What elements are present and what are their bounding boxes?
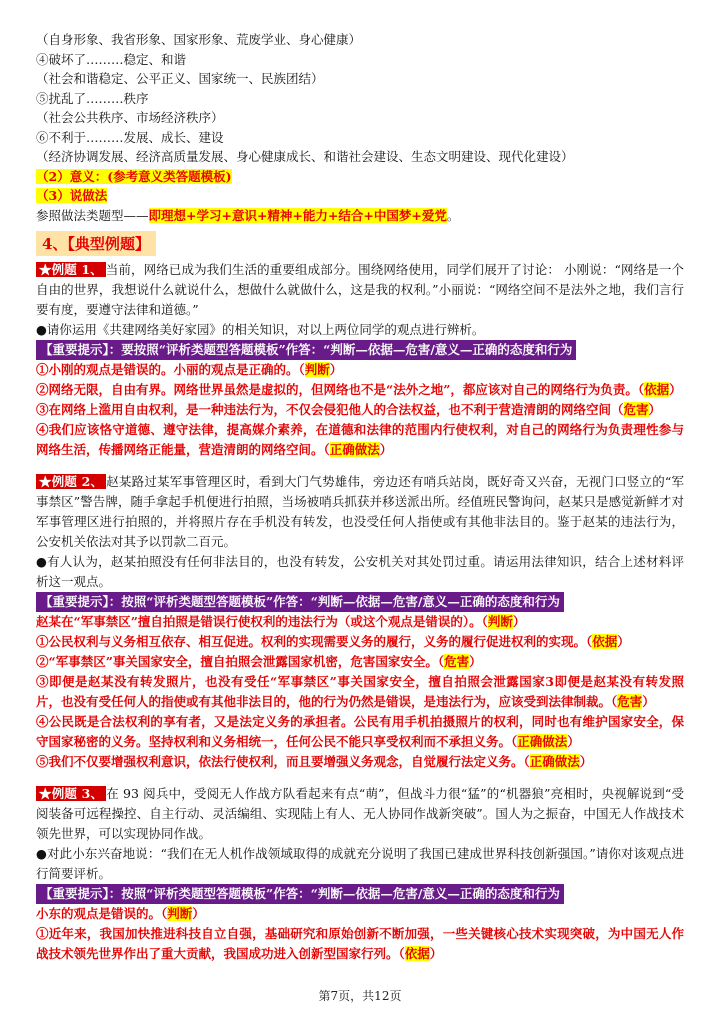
answer-text: ②网络无限，自由有界。网络世界虽然是虚拟的，但网络也不是“法外之地”，都应该对自己的网络行为负责。（	[36, 382, 645, 397]
example-1	[36, 260, 684, 460]
answer-tag: 正确做法	[329, 442, 380, 457]
answer-end: ）	[469, 654, 482, 669]
answer-tag: 正确做法	[529, 754, 580, 769]
meaning-heading	[36, 167, 684, 187]
list-line: （经济协调发展、经济高质量发展、身心健康成长、和谐社会建设、生态文明建设、现代化建设）	[36, 149, 574, 164]
answer-end: ）	[669, 382, 682, 397]
example-1-hint: 【重要提示】：要按照“评析类题型答题模板”作答：“判断—依据—危害/意义—正确的态度和行为	[36, 340, 576, 360]
answer-tag: 依据	[644, 382, 670, 397]
example-2-answer-1	[36, 632, 684, 652]
answer-end: ）	[379, 442, 393, 457]
method-ref-suffix: 。	[446, 207, 460, 223]
answer-end: ）	[567, 734, 580, 749]
meaning-label: （2）意义：(参考意义类答题模板)	[36, 168, 232, 184]
example-3-answer-1	[36, 924, 684, 964]
list-line: （社会公共秩序、市场经济秩序）	[36, 110, 224, 125]
answer-end: ）	[642, 694, 655, 709]
answer-tag: 正确做法	[517, 734, 568, 749]
example-1-answer-3	[36, 400, 684, 420]
example-2-answer-5	[36, 752, 684, 772]
answer-text: ①公民权利与义务相互依存、相互促进。权利的实现需要义务的履行，义务的履行促进权利的实现。（	[36, 634, 593, 649]
example-1-text: 当前，网络已成为我们生活的重要组成部分。围绕网络使用，同学们展开了讨论： 小刚说：“网络是一个自由的世界，我想说什么就说什么，想做什么就做什么，这是我的权利。”小丽说：“网络空间不是法外之地，我们言行要有度，要遵守法律和道德。”	[36, 262, 684, 317]
spacer	[36, 772, 684, 784]
list-line: ⑤扰乱了………秩序	[36, 90, 149, 106]
answer-end: ）	[512, 614, 526, 629]
answer-text: ③即便是赵某没有转发照片，也没有受任“军事禁区”事关国家安全，擅自拍照会泄露国家3即便是赵某没有转发照片，也没有受任何人的指使或有其他非法目的，他的行为仍然是错误，是违法行为，应该受到法律制裁。（	[36, 674, 684, 709]
answer-tag: 危害	[617, 694, 643, 709]
example-2-hint: 【重要提示】：按照“评析类题型答题模板”作答：“判断—依据—危害/意义—正确的态度和行为	[36, 592, 564, 612]
example-2-answer-0	[36, 612, 684, 632]
answer-text: ①小刚的观点是错误的。小丽的观点是正确的。（	[36, 362, 305, 377]
example-2-answer-4	[36, 712, 684, 752]
example-3-text: 在 93 阅兵中，受阅无人作战方队看起来有点“萌”，但战斗力很“猛”的“机器狼”亮相时，央视解说到“受阅装备可远程操控、自主行动、灵活编组、实现陆上有人、无人协同作战新突破”。国人为之振奋，中国无人作战技术领先世界，可以实现协同作战。	[36, 786, 684, 841]
answer-text: ①近年来，我国加快推进科技自立自强，基础研究和原始创新不断加强，一些关键核心技术实现突破，为中国无人作战技术领先世界作出了重大贡献，我国成功进入创新型国家行列。（	[36, 926, 684, 961]
example-3-question: ●对此小东兴奋地说：“我们在无人机作战领域取得的成就充分说明了我国已建成世界科技创新强国。”请你对该观点进行简要评析。	[36, 846, 684, 881]
example-3	[36, 784, 684, 964]
example-3-answer-0	[36, 904, 684, 924]
answer-end: ）	[329, 362, 343, 377]
answer-text: ②“军事禁区”事关国家安全，擅自拍照会泄露国家机密，危害国家安全。（	[36, 654, 445, 669]
answer-tag: 危害	[623, 402, 649, 417]
answer-text: ⑤我们不仅要增强权利意识，依法行使权利，而且要增强义务观念，自觉履行法定义务。（	[36, 754, 530, 769]
example-1-answer-1	[36, 360, 684, 380]
answer-tag: 判断	[487, 614, 513, 629]
example-2-hint-row	[36, 592, 684, 612]
list-line: ⑥不利于………发展、成长、建设	[36, 129, 224, 145]
example-1-hint-row	[36, 340, 684, 360]
answer-text: ③在网络上滥用自由权利，是一种违法行为，不仅会侵犯他人的合法权益，也不利于营造清朗的网络空间（	[36, 402, 624, 417]
method-label: （3）说做法	[36, 188, 108, 203]
example-2	[36, 472, 684, 772]
example-1-answer-4	[36, 420, 684, 460]
answer-end: ）	[192, 906, 205, 921]
answer-tag: 依据	[404, 946, 430, 961]
example-1-material	[36, 260, 684, 320]
method-ref-formula: 即理想+学习+意识+精神+能力+结合+中国梦+爱党	[148, 207, 447, 223]
section-title: 4、【典型例题】	[36, 231, 156, 256]
answer-end: ）	[429, 946, 443, 961]
answer-text: ④公民既是合法权利的享有者，又是法定义务的承担者。公民有用手机拍摄照片的权利，同时也有维护国家安全，保守国家秘密的义务。坚持权利和义务相统一，任何公民不能只享受权利而不承担义务。（	[36, 714, 684, 749]
list-line: （自身形象、我省形象、国家形象、荒废学业、身心健康）	[36, 32, 362, 47]
method-reference	[36, 206, 684, 226]
top-list	[36, 0, 684, 167]
example-2-question: ●有人认为，赵某拍照没有任何非法目的，也没有转发，公安机关对其处罚过重。请运用法律知识，结合上述材料评析这一观点。	[36, 554, 684, 589]
example-1-question: ●请你运用《共建网络美好家园》的相关知识，对以上两位同学的观点进行辨析。	[36, 322, 485, 337]
example-2-text: 赵某路过某军事管理区时，看到大门气势雄伟，旁边还有哨兵站岗，既好奇又兴奋，无视门口竖立的“军事禁区”警告牌，随手拿起手机便进行拍照，当场被哨兵抓获并移送派出所。经值班民警询问，赵某只是感觉新鲜才对军事管理区进行拍照的，并将照片存在手机没有转发，也没受任何人指使或有其他非法目的。鉴于赵某的违法行为，公安机关依法对其予以罚款二百元。	[36, 474, 684, 549]
answer-tag: 危害	[444, 654, 470, 669]
answer-text: 小东的观点是错误的。（	[36, 906, 168, 921]
example-3-material	[36, 784, 684, 844]
page-footer: 第7页，共12页	[318, 989, 402, 1003]
answer-text: 赵某在“军事禁区”擅自拍照是错误行使权利的违法行为（或这个观点是错误的）。（	[36, 614, 488, 629]
list-line: （社会和谐稳定、公平正义、国家统一、民族团结）	[36, 71, 324, 86]
answer-end: ）	[648, 402, 662, 417]
answer-end: ）	[617, 634, 630, 649]
section-heading	[36, 225, 684, 260]
method-ref-prefix: 参照做法类题型——	[36, 207, 149, 223]
answer-tag: 判断	[304, 362, 330, 377]
answer-end: ）	[579, 754, 593, 769]
answer-text: ④我们应该恪守道德、遵守法律，提高媒介素养，在道德和法律的范围内行使权利，对自己的网络行为负责理性参与网络生活，传播网络正能量，营造清朗的网络空间。（	[36, 422, 684, 457]
example-2-answer-3	[36, 672, 684, 712]
example-1-label: ★例题 1、	[36, 262, 106, 277]
example-2-label: ★例题 2、	[36, 474, 106, 489]
list-line: ④破坏了………稳定、和谐	[36, 51, 187, 67]
example-3-hint: 【重要提示】：按照“评析类题型答题模板”作答：“判断—依据—危害/意义—正确的态度和行为	[36, 884, 564, 904]
example-3-label: ★例题 3、	[36, 786, 106, 801]
example-2-material	[36, 472, 684, 552]
answer-tag: 判断	[167, 906, 193, 921]
method-heading	[36, 186, 684, 206]
example-3-hint-row	[36, 884, 684, 904]
spacer	[36, 460, 684, 472]
example-1-answer-2	[36, 380, 684, 400]
example-2-answer-2	[36, 652, 684, 672]
answer-tag: 依据	[592, 634, 618, 649]
